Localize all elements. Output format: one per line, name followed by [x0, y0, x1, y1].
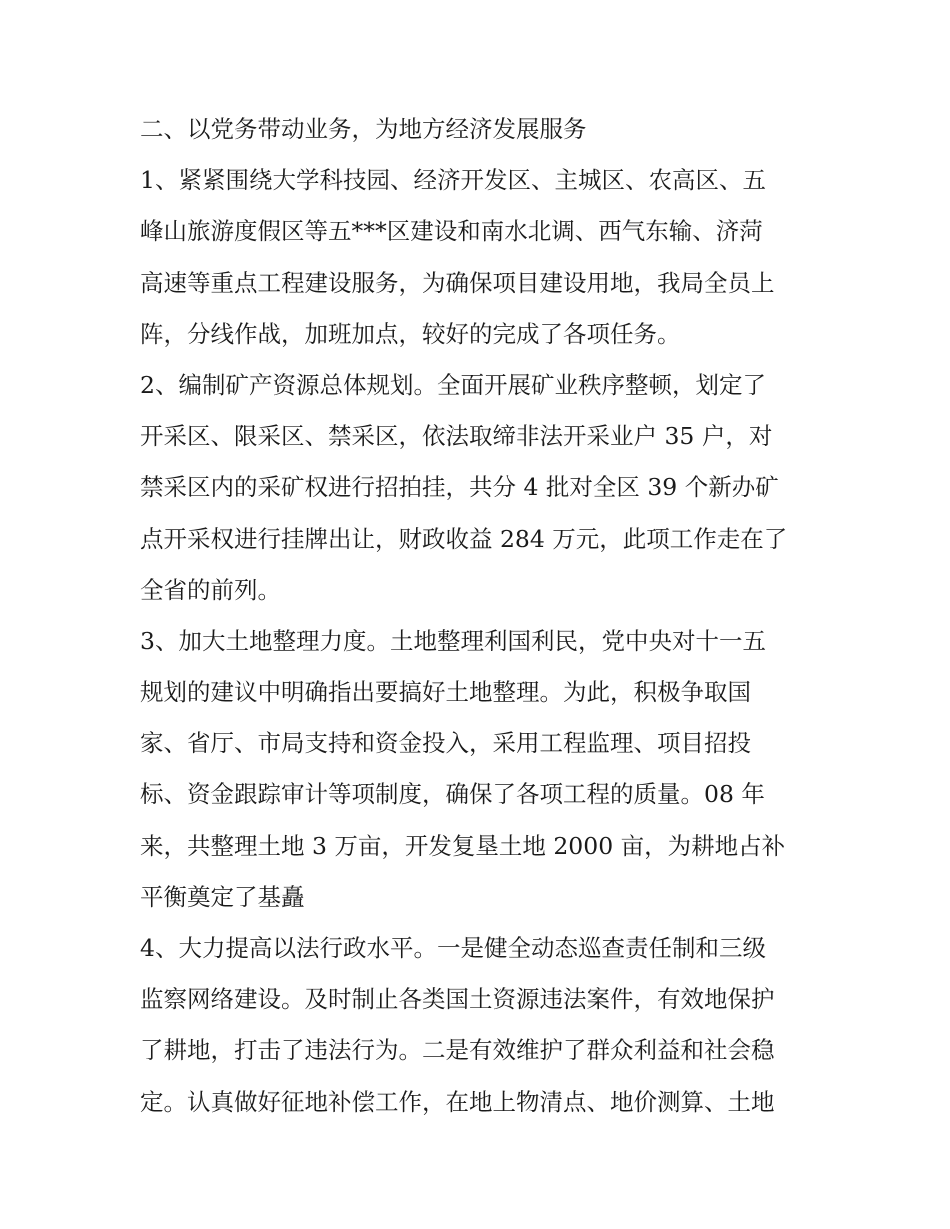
document-body [140, 104, 820, 1128]
paragraph-line: 全省的前列。 [140, 575, 281, 604]
paragraph-line: 禁采区内的采矿权进行招拍挂，共分 4 批对全区 39 个新办矿 [140, 473, 779, 502]
paragraph-line: 来，共整理土地 3 万亩，开发复垦土地 2000 亩，为耕地占补 [140, 831, 786, 860]
paragraph-line: 了耕地，打击了违法行为。二是有效维护了群众利益和社会稳 [140, 1036, 775, 1065]
paragraph-line: 2、编制矿产资源总体规划。全面开展矿业秩序整顿，划定了 [140, 370, 766, 399]
paragraph-line: 开采区、限采区、禁采区，依法取缔非法开采业户 35 户，对 [140, 422, 773, 451]
paragraph-line: 家、省厅、市局支持和资金投入，采用工程监理、项目招投 [140, 729, 751, 758]
paragraph-line: 点开采权进行挂牌出让，财政收益 284 万元，此项工作走在了 [140, 524, 788, 553]
paragraph-line: 规划的建议中明确指出要搞好土地整理。为此，积极争取国 [140, 678, 751, 707]
paragraph-line: 平衡奠定了基矗 [140, 882, 305, 911]
paragraph-line: 标、资金跟踪审计等项制度，确保了各项工程的质量。08 年 [140, 780, 765, 809]
paragraph-line: 4、大力提高以法行政水平。一是健全动态巡查责任制和三级 [140, 934, 766, 962]
paragraph-line: 阵，分线作战，加班加点，较好的完成了各项任务。 [140, 319, 681, 348]
paragraph-line: 1、紧紧围绕大学科技园、经济开发区、主城区、农高区、五 [140, 166, 766, 195]
section-heading: 二、以党务带动业务，为地方经济发展服务 [140, 115, 587, 143]
paragraph-line: 高速等重点工程建设服务，为确保项目建设用地，我局全员上 [140, 268, 775, 297]
paragraph-line: 监察网络建设。及时制止各类国土资源违法案件，有效地保护 [140, 985, 775, 1014]
paragraph-line: 定。认真做好征地补偿工作，在地上物清点、地价测算、土地 [140, 1087, 775, 1116]
paragraph-line: 峰山旅游度假区等五***区建设和南水北调、西气东输、济菏 [140, 217, 763, 246]
paragraph-line: 3、加大土地整理力度。土地整理利国利民，党中央对十一五 [140, 626, 766, 655]
